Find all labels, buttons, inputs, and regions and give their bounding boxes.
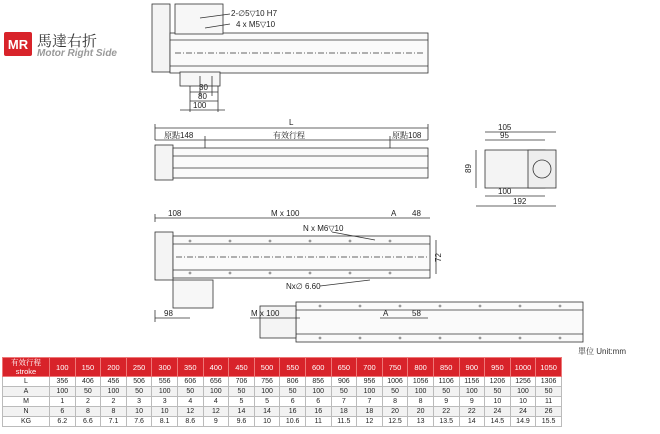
row-label: A <box>3 387 50 397</box>
table-cell: 50 <box>536 387 562 397</box>
dim-72: 72 <box>434 253 443 262</box>
table-cell: 9 <box>203 417 229 427</box>
table-cell: 3 <box>126 397 152 407</box>
stroke-header-cell: 300 <box>152 358 178 377</box>
table-cell: 406 <box>75 377 101 387</box>
table-cell: 10 <box>254 417 280 427</box>
dim-m-x-100-bottom: M x 100 <box>251 309 280 318</box>
stroke-header-cell: 150 <box>75 358 101 377</box>
table-row <box>3 397 562 407</box>
label-hole1: 2-∅5▽10 H7 <box>231 9 278 18</box>
table-cell: 50 <box>485 387 511 397</box>
table-cell: 9.6 <box>229 417 255 427</box>
table-cell: 10 <box>510 397 536 407</box>
table-cell: 22 <box>433 407 459 417</box>
table-cell: 50 <box>177 387 203 397</box>
stroke-header-cell: 200 <box>101 358 127 377</box>
stroke-header-cell: 600 <box>305 358 331 377</box>
dim-100-top: 100 <box>193 101 207 110</box>
table-cell: 14 <box>254 407 280 417</box>
table-cell: 9 <box>459 397 485 407</box>
table-cell: 12 <box>203 407 229 417</box>
table-header-row <box>3 358 562 377</box>
table-row <box>3 387 562 397</box>
stroke-header-cell: 900 <box>459 358 485 377</box>
stroke-header-cell: 550 <box>280 358 306 377</box>
table-cell: 50 <box>126 387 152 397</box>
table-cell: 7.1 <box>101 417 127 427</box>
header-stroke-label <box>3 358 50 377</box>
label-hole2: 4 x M5▽10 <box>236 20 276 29</box>
table-cell: 11.5 <box>331 417 357 427</box>
table-cell: 8 <box>382 397 408 407</box>
dim-58: 58 <box>412 309 421 318</box>
stroke-header-cell: 500 <box>254 358 280 377</box>
table-cell: 10 <box>126 407 152 417</box>
table-cell: 856 <box>305 377 331 387</box>
table-cell: 24 <box>510 407 536 417</box>
table-cell: 656 <box>203 377 229 387</box>
table-cell: 100 <box>408 387 434 397</box>
table-cell: 100 <box>459 387 485 397</box>
table-cell: 356 <box>50 377 76 387</box>
table-cell: 50 <box>331 387 357 397</box>
table-cell: 16 <box>305 407 331 417</box>
table-cell: 8 <box>408 397 434 407</box>
table-cell: 18 <box>357 407 383 417</box>
table-cell: 18 <box>331 407 357 417</box>
stroke-header-cell: 350 <box>177 358 203 377</box>
stroke-header-cell: 750 <box>382 358 408 377</box>
table-cell: 14 <box>229 407 255 417</box>
dim-A-top: A <box>391 209 397 218</box>
dim-30: 30 <box>199 83 208 92</box>
table-cell: 6.2 <box>50 417 76 427</box>
table-cell: 5 <box>229 397 255 407</box>
table-cell: 11 <box>305 417 331 427</box>
stroke-header-cell: 1000 <box>510 358 536 377</box>
row-label: KG <box>3 417 50 427</box>
table-cell: 100 <box>203 387 229 397</box>
table-cell: 706 <box>229 377 255 387</box>
table-cell: 26 <box>536 407 562 417</box>
table-cell: 1306 <box>536 377 562 387</box>
table-cell: 6 <box>50 407 76 417</box>
row-label: L <box>3 377 50 387</box>
table-cell: 6 <box>280 397 306 407</box>
stroke-header-cell: 650 <box>331 358 357 377</box>
header-stroke-en: stroke <box>15 367 37 376</box>
table-cell: 906 <box>331 377 357 387</box>
table-cell: 100 <box>510 387 536 397</box>
table-cell: 3 <box>152 397 178 407</box>
table-cell: 806 <box>280 377 306 387</box>
table-cell: 6.6 <box>75 417 101 427</box>
table-cell: 7.6 <box>126 417 152 427</box>
stroke-spec-table <box>2 357 562 427</box>
table-cell: 12.5 <box>382 417 408 427</box>
table-cell: 8.6 <box>177 417 203 427</box>
table-cell: 1056 <box>408 377 434 387</box>
table-cell: 13 <box>408 417 434 427</box>
table-cell: 100 <box>305 387 331 397</box>
table-cell: 606 <box>177 377 203 387</box>
stroke-header-cell: 100 <box>50 358 76 377</box>
table-cell: 456 <box>101 377 127 387</box>
stroke-header-cell: 850 <box>433 358 459 377</box>
table-cell: 8 <box>101 407 127 417</box>
table-cell: 10 <box>152 407 178 417</box>
dim-m-x-100-top: M x 100 <box>271 209 300 218</box>
dim-98: 98 <box>164 309 173 318</box>
table-cell: 4 <box>203 397 229 407</box>
unit-label: 單位 Unit:mm <box>578 347 626 356</box>
table-cell: 1256 <box>510 377 536 387</box>
stroke-header-cell: 400 <box>203 358 229 377</box>
table-cell: 14.5 <box>485 417 511 427</box>
table-cell: 100 <box>101 387 127 397</box>
table-cell: 1106 <box>433 377 459 387</box>
table-cell: 7 <box>331 397 357 407</box>
stroke-header-cell: 800 <box>408 358 434 377</box>
table-cell: 10 <box>485 397 511 407</box>
label-n-x-hole: Nx∅ 6.60 <box>286 282 321 291</box>
table-cell: 10.6 <box>280 417 306 427</box>
table-cell: 756 <box>254 377 280 387</box>
row-label: M <box>3 397 50 407</box>
table-cell: 100 <box>254 387 280 397</box>
label-origin-148: 原點148 <box>164 131 194 140</box>
page-subtitle: Motor Right Side <box>37 48 117 59</box>
table-row <box>3 377 562 387</box>
table-cell: 4 <box>177 397 203 407</box>
stroke-header-cell: 950 <box>485 358 511 377</box>
table-cell: 100 <box>50 387 76 397</box>
table-cell: 6 <box>305 397 331 407</box>
table-cell: 1 <box>50 397 76 407</box>
table-cell: 506 <box>126 377 152 387</box>
table-cell: 50 <box>229 387 255 397</box>
table-cell: 12 <box>357 417 383 427</box>
table-cell: 13.5 <box>433 417 459 427</box>
series-badge: MR <box>4 32 32 56</box>
table-cell: 9 <box>433 397 459 407</box>
table-cell: 5 <box>254 397 280 407</box>
table-cell: 11 <box>536 397 562 407</box>
row-label: N <box>3 407 50 417</box>
table-cell: 1156 <box>459 377 485 387</box>
dim-89: 89 <box>464 164 473 173</box>
dim-A-bottom: A <box>383 309 389 318</box>
dim-100-end: 100 <box>498 187 512 196</box>
dim-95: 95 <box>500 131 509 140</box>
table-cell: 8.1 <box>152 417 178 427</box>
table-cell: 12 <box>177 407 203 417</box>
table-cell: 2 <box>101 397 127 407</box>
table-cell: 15.5 <box>536 417 562 427</box>
table-cell: 14 <box>459 417 485 427</box>
dim-105: 105 <box>498 123 512 132</box>
page-title: 馬達右折 <box>37 32 98 50</box>
stroke-header-cell: 700 <box>357 358 383 377</box>
stroke-header-cell: 250 <box>126 358 152 377</box>
stroke-header-cell: 1050 <box>536 358 562 377</box>
table-cell: 50 <box>433 387 459 397</box>
dim-192: 192 <box>513 197 527 206</box>
table-cell: 100 <box>357 387 383 397</box>
table-cell: 100 <box>152 387 178 397</box>
table-cell: 8 <box>75 407 101 417</box>
table-cell: 50 <box>75 387 101 397</box>
table-cell: 20 <box>382 407 408 417</box>
table-row <box>3 407 562 417</box>
table-cell: 22 <box>459 407 485 417</box>
table-cell: 16 <box>280 407 306 417</box>
table-cell: 1206 <box>485 377 511 387</box>
table-cell: 20 <box>408 407 434 417</box>
table-cell: 2 <box>75 397 101 407</box>
label-origin-108: 原點108 <box>392 131 422 140</box>
label-n-x-m6: N x M6▽10 <box>303 224 344 233</box>
table-row <box>3 417 562 427</box>
table-cell: 1006 <box>382 377 408 387</box>
table-cell: 14.9 <box>510 417 536 427</box>
stroke-header-cell: 450 <box>229 358 255 377</box>
table-cell: 956 <box>357 377 383 387</box>
table-cell: 556 <box>152 377 178 387</box>
dim-80: 80 <box>198 92 207 101</box>
label-effective-stroke: 有效行程 <box>273 131 305 140</box>
dim-48: 48 <box>412 209 421 218</box>
table-cell: 50 <box>280 387 306 397</box>
table-cell: 24 <box>485 407 511 417</box>
table-cell: 7 <box>357 397 383 407</box>
dim-L: L <box>289 118 294 127</box>
header-stroke-zh: 有效行程 <box>11 358 41 367</box>
dim-108: 108 <box>168 209 182 218</box>
table-cell: 50 <box>382 387 408 397</box>
